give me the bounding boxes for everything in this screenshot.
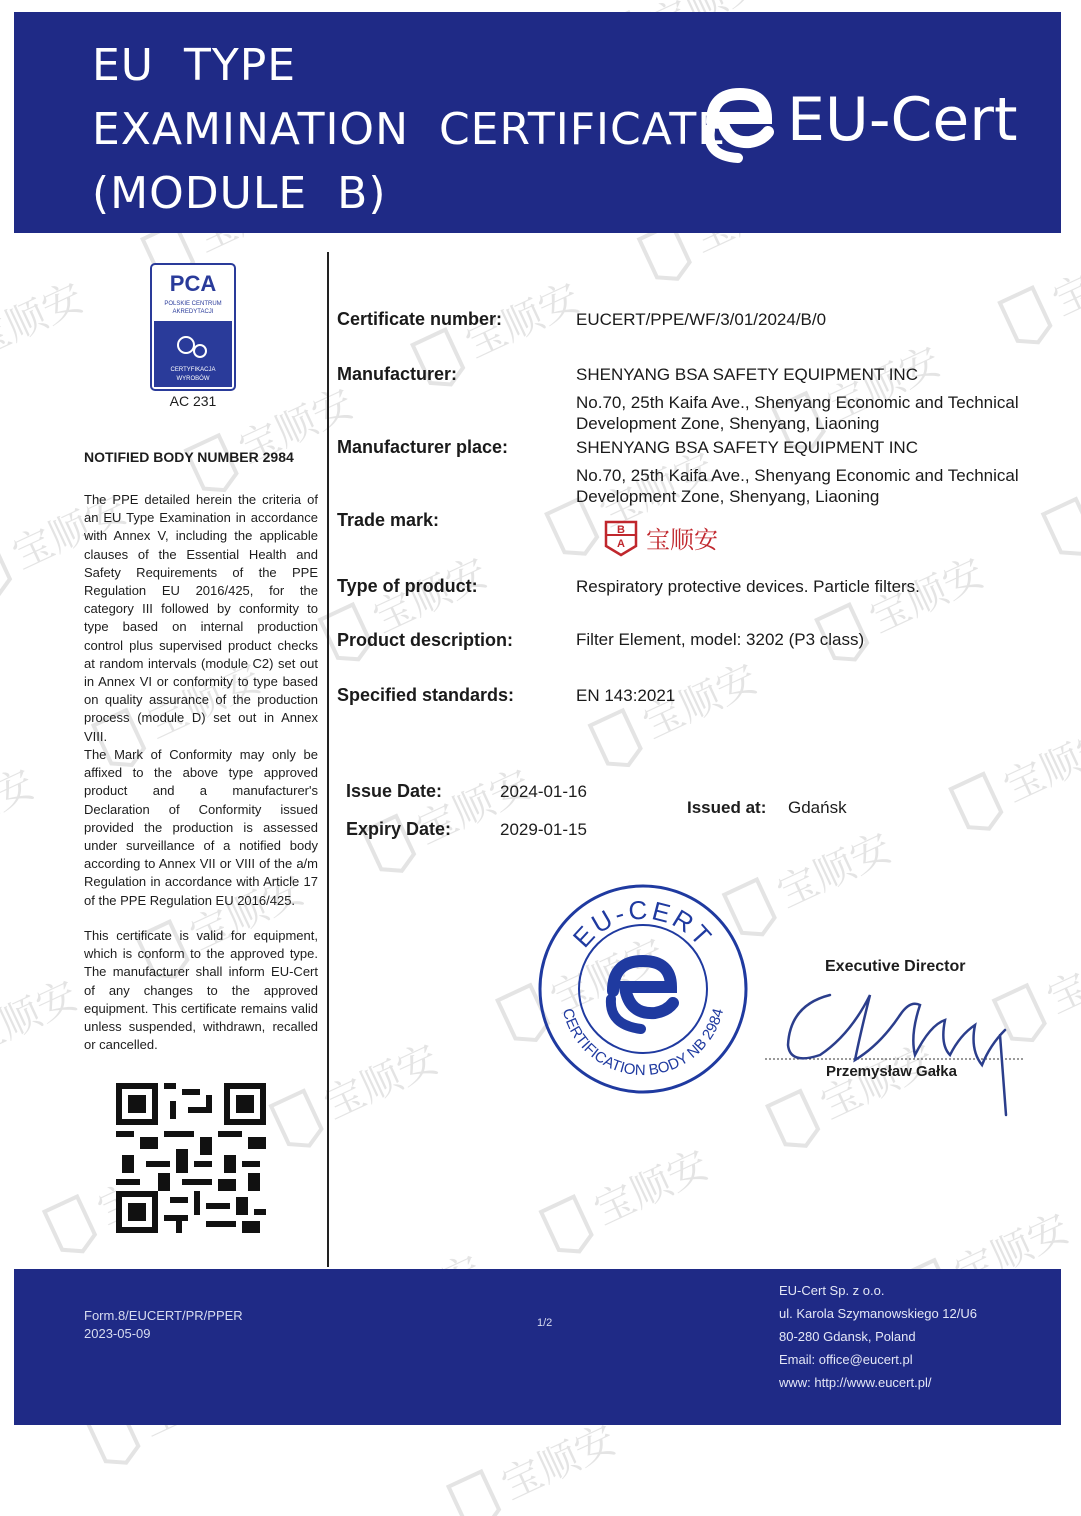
svg-text:B: B bbox=[617, 524, 625, 536]
type-of-product-value: Respiratory protective devices. Particle filters. bbox=[576, 577, 920, 596]
left-paragraph-3: This certificate is valid for equipment, which is conform to the approved type. The manufacturer shall inform EU-Cert of any changes to the approved equipment. This certificate remains valid unless suspended, withdrawn, recalled or cancelled. bbox=[84, 928, 318, 1053]
manufacturer-address-line-1: No.70, 25th Kaifa Ave., Shenyang Economic and Technical bbox=[576, 393, 1019, 412]
svg-text:A: A bbox=[617, 538, 625, 550]
certificate-title: EU TYPE EXAMINATION CERTIFICATE (MODULE B) bbox=[92, 40, 727, 219]
accreditation-code: AC 231 bbox=[169, 393, 217, 409]
svg-text:CERTYFIKACJA: CERTYFIKACJA bbox=[170, 367, 216, 373]
form-date: 2023-05-09 bbox=[84, 1326, 151, 1341]
expiry-date-label: Expiry Date: bbox=[346, 819, 452, 839]
company-city: 80-280 Gdansk, Poland bbox=[779, 1329, 916, 1344]
certificate-footer bbox=[14, 1269, 1061, 1425]
svg-text:POLSKIE CENTRUM: POLSKIE CENTRUM bbox=[164, 301, 222, 307]
company-street: ul. Karola Szymanowskiego 12/U6 bbox=[779, 1306, 977, 1321]
issued-at-value: Gdańsk bbox=[788, 798, 847, 817]
manufacturer-label: Manufacturer: bbox=[337, 364, 458, 384]
brand-name: EU-Cert bbox=[787, 85, 1018, 155]
manufacturer-place-label: Manufacturer place: bbox=[337, 437, 509, 457]
specified-standards-value: EN 143:2021 bbox=[576, 686, 676, 705]
left-paragraph-2: The Mark of Conformity may only be affixed to the above type approved product and a manufacturer's Declaration of Conformity issued provided the production is assessed under surveillance of a notified body according to Annex VII or VIII of the a/m Regulation in accordance with Article 17 of the PPE Regulation EU 2016/425. bbox=[84, 747, 318, 908]
company-email: Email: office@eucert.pl bbox=[779, 1352, 913, 1367]
column-divider bbox=[327, 252, 329, 1267]
expiry-date-value: 2029-01-15 bbox=[500, 820, 587, 839]
certification-stamp bbox=[537, 883, 749, 1095]
certificate-header bbox=[14, 12, 1061, 233]
manufacturer-address-line-2: Development Zone, Shenyang, Liaoning bbox=[576, 414, 880, 433]
form-reference bbox=[84, 1307, 243, 1343]
trade-mark-label: Trade mark: bbox=[337, 510, 440, 530]
qr-code bbox=[116, 1083, 266, 1233]
signatory-name: Przemysław Gałka bbox=[826, 1063, 957, 1080]
handwritten-signature bbox=[760, 975, 1050, 1120]
pca-accreditation-logo bbox=[150, 263, 236, 391]
stamp-e-icon bbox=[613, 961, 673, 1013]
manufacturer-place-address-line-2: Development Zone, Shenyang, Liaoning bbox=[576, 487, 880, 506]
manufacturer-name: SHENYANG BSA SAFETY EQUIPMENT INC bbox=[576, 365, 918, 384]
svg-text:EU-CERT: EU-CERT bbox=[566, 894, 720, 954]
signatory-role: Executive Director bbox=[825, 958, 966, 975]
svg-text:CERTIFICATION BODY NB 2984: CERTIFICATION BODY NB 2984 bbox=[558, 1006, 728, 1080]
issue-date-label: Issue Date: bbox=[346, 781, 443, 801]
manufacturer-place-address-line-1: No.70, 25th Kaifa Ave., Shenyang Economic and Technical bbox=[576, 466, 1019, 485]
company-name: EU-Cert Sp. z o.o. bbox=[779, 1283, 885, 1298]
issue-date-value: 2024-01-16 bbox=[500, 782, 587, 801]
page-number: 1/2 bbox=[537, 1317, 553, 1329]
notified-body-number: NOTIFIED BODY NUMBER 2984 bbox=[84, 449, 294, 465]
eu-cert-logo bbox=[692, 72, 1052, 172]
left-paragraph-1: The PPE detailed herein the criteria of an EU Type Examination in accordance with Annex V, including the applicable clauses of the Essential Health and Safety Requirements of the PPE Regulation EU 2016/425, for the category III followed by conformity to type based on internal production control plus supervised product checks at random intervals (module C2) set out in Annex VI or conformity to type based on quality assurance of the production process (module D) set out in Annex VIII. bbox=[84, 492, 318, 744]
certificate-number-label: Certificate number: bbox=[337, 309, 503, 329]
company-contact bbox=[779, 1279, 977, 1394]
product-description-value: Filter Element, model: 3202 (P3 class) bbox=[576, 630, 865, 649]
svg-text:WYROBÓW: WYROBÓW bbox=[176, 376, 210, 382]
specified-standards-label: Specified standards: bbox=[337, 685, 515, 705]
type-of-product-label: Type of product: bbox=[337, 576, 478, 596]
issued-at-label: Issued at: bbox=[687, 798, 767, 817]
company-website: www: http://www.eucert.pl/ bbox=[779, 1375, 932, 1390]
product-description-label: Product description: bbox=[337, 630, 514, 650]
manufacturer-place-name: SHENYANG BSA SAFETY EQUIPMENT INC bbox=[576, 438, 918, 457]
certificate-number-value: EUCERT/PPE/WF/3/01/2024/B/0 bbox=[576, 310, 827, 329]
svg-text:宝顺安: 宝顺安 bbox=[646, 526, 718, 554]
form-code: Form.8/EUCERT/PR/PPER bbox=[84, 1308, 243, 1323]
eu-cert-e-icon bbox=[692, 72, 782, 172]
svg-text:PCA: PCA bbox=[169, 271, 217, 296]
svg-text:AKREDYTACJI: AKREDYTACJI bbox=[172, 309, 214, 315]
trade-mark-logo bbox=[604, 518, 764, 558]
